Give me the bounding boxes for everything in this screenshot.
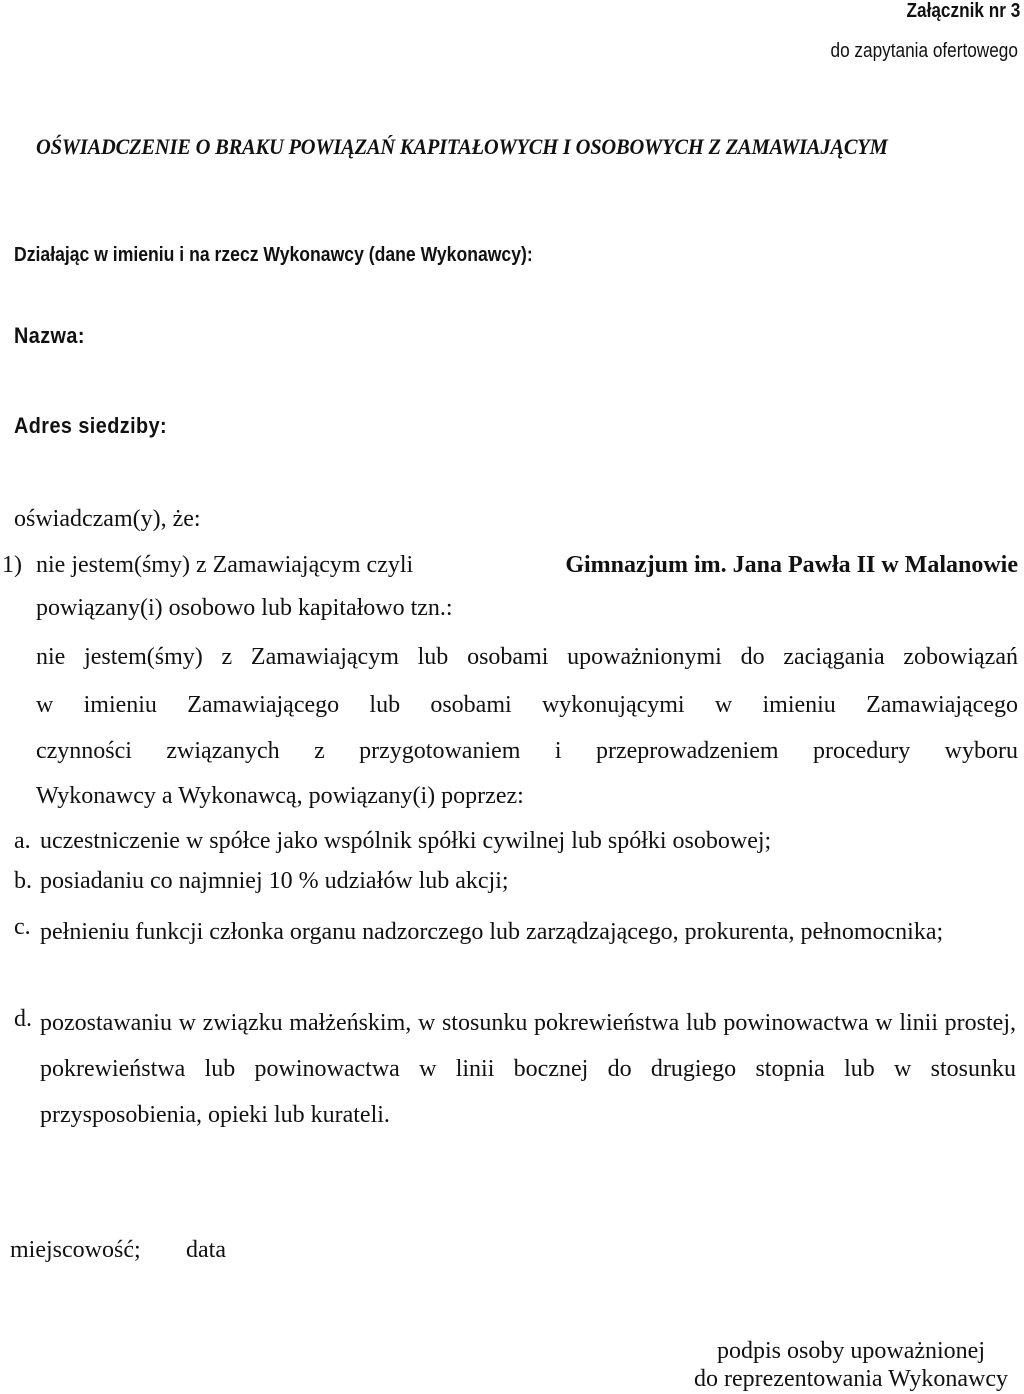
paragraph-line: Wykonawcy a Wykonawcą, powiązany(i) poprzez: xyxy=(36,783,524,809)
document-title: OŚWIADCZENIE O BRAKU POWIĄZAŃ KAPITAŁOWYCH I OSOBOWYCH Z ZAMAWIAJĄCYM xyxy=(36,134,888,159)
point-1-lead: nie jestem(śmy) z Zamawiającym czyli xyxy=(36,552,414,578)
name-field-label: Nazwa: xyxy=(14,323,85,348)
date-label: data xyxy=(186,1237,226,1263)
attachment-subtitle: do zapytania ofertowego xyxy=(830,40,1018,62)
attachment-label: Załącznik nr 3 xyxy=(906,0,1020,22)
address-field-label: Adres siedziby: xyxy=(14,413,168,438)
declaration-intro: oświadczam(y), że: xyxy=(14,506,201,532)
acting-on-behalf-line: Działając w imieniu i na rzecz Wykonawcy (dane Wykonawcy): xyxy=(14,244,533,266)
list-item-text: pełnieniu funkcji członka organu nadzorczego lub zarządzającego, prokurenta, pełnomocnika; xyxy=(40,919,944,945)
paragraph-line: w imieniu Zamawiającego lub osobami wykonującymi w imieniu Zamawiającego xyxy=(36,692,1018,718)
point-number: 1) xyxy=(2,552,22,578)
list-item-text: posiadaniu co najmniej 10 % udziałów lub akcji; xyxy=(40,868,509,894)
point-1-line xyxy=(36,552,1018,579)
list-item-text: pozostawaniu w związku małżeńskim, w stosunku pokrewieństwa lub powinowactwa w linii prostej, pokrewieństwa lub powinowactwa w linii bocznej do drugiego stopnia lub w stosunku przysposobienia, opieki lub kurateli. xyxy=(40,1010,1016,1128)
list-item-letter: b. xyxy=(14,868,32,894)
signature-caption-line1: podpis osoby upoważnionej xyxy=(717,1338,985,1364)
list-item-letter: a. xyxy=(14,828,31,854)
institution-name: Gimnazjum im. Jana Pawła II w Malanowie xyxy=(565,552,1018,578)
point-1-continuation: powiązany(i) osobowo lub kapitałowo tzn.: xyxy=(36,595,453,621)
signature-caption-line2: do reprezentowania Wykonawcy xyxy=(694,1366,1008,1392)
list-item-text: uczestniczenie w spółce jako wspólnik spółki cywilnej lub spółki osobowej; xyxy=(40,828,772,854)
list-item-letter: d. xyxy=(14,1006,32,1032)
place-label: miejscowość; xyxy=(10,1237,141,1263)
list-item-letter: c. xyxy=(14,914,31,940)
paragraph-line: czynności związanych z przygotowaniem i przeprowadzeniem procedury wyboru xyxy=(36,738,1018,764)
paragraph-line: nie jestem(śmy) z Zamawiającym lub osobami upoważnionymi do zaciągania zobowiązań xyxy=(36,644,1018,670)
signature-caption xyxy=(694,1337,1008,1393)
